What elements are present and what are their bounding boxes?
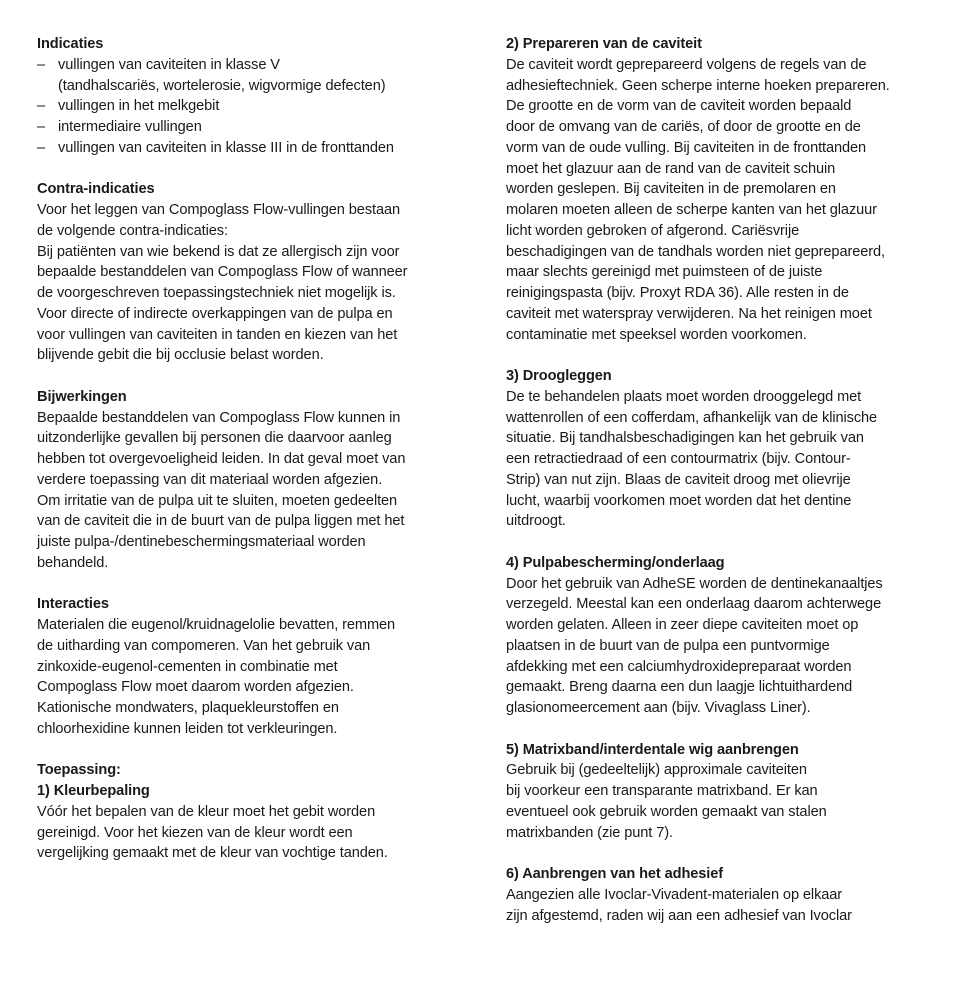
droogleggen-heading: 3) Droogleggen: [506, 368, 612, 384]
section-pulpabescherming: [506, 553, 926, 719]
list-item-text: intermediaire vullingen: [58, 119, 202, 135]
section-adhesief: [506, 864, 926, 926]
list-item: [37, 55, 457, 97]
bijwerkingen-text: Bepaalde bestanddelen van Compoglass Flow kunnen in uitzonderlijke gevallen bij personen die daarvoor aanleg hebben tot overgevoeligheid leiden. In dat geval moet van verdere toepassing van dit materiaal worden afgezien. Om irritatie van de pulpa uit te sluiten, moeten gedeelten van de caviteit die in de buurt van de pulpa liggen met het juiste pulpa-/dentinebeschermingsmateriaal worden behandeld.: [37, 409, 406, 571]
droogleggen-text: De te behandelen plaats moet worden drooggelegd met wattenrollen of een cofferdam, afhankelijk van de klinische situatie. Bij tandhalsbeschadigingen kan het gebruik van een retractiedraad of een contourmatrix (bijv. Contour- Strip) van nut zijn. Blaas de caviteit droog met olievrije lucht, waarbij voorkomen moet worden dat het dentine uitdroogt.: [506, 388, 878, 530]
list-item: [37, 138, 457, 159]
dash-bullet: –: [37, 98, 46, 115]
list-item-text: vullingen van caviteiten in klasse III in de fronttanden: [58, 139, 394, 156]
section-contra-indicaties: [37, 179, 457, 366]
dash-bullet: –: [37, 56, 46, 73]
adhesief-heading: 6) Aanbrengen van het adhesief: [506, 866, 724, 882]
left-column: [37, 34, 457, 885]
section-interacties: [37, 594, 457, 739]
dash-bullet: –: [37, 119, 46, 135]
kleurbepaling-text: Vóór het bepalen van de kleur moet het gebit worden gereinigd. Voor het kiezen van de kleur wordt een vergelijking gemaakt met de kleur van vochtige tanden.: [37, 803, 388, 862]
pulpabescherming-text: Door het gebruik van AdheSE worden de dentinekanaaltjes verzegeld. Meestal kan een onderlaag daarom achterwege worden gelaten. Alleen in zeer diepe caviteiten moet op plaatsen in de buurt van de pulpa een puntvormige afdekking met een calciumhydroxidepreparaat worden gemaakt. Breng daarna een dun laagje lichtuithardend glasionomeercement aan (bijv. Vivaglass Liner).: [506, 575, 883, 716]
section-bijwerkingen: [37, 387, 457, 574]
section-droogleggen: [506, 366, 926, 532]
contra-indicaties-heading: Contra-indicaties: [37, 181, 155, 198]
indicaties-list: [37, 55, 457, 159]
bijwerkingen-heading: Bijwerkingen: [37, 388, 127, 405]
list-item-text: vullingen van caviteiten in klasse V (tandhalscariës, wortelerosie, wigvormige defecten): [58, 56, 386, 94]
interacties-heading: Interacties: [37, 596, 109, 613]
interacties-text: Materialen die eugenol/kruidnagelolie bevatten, remmen de uitharding van compomeren. Van het gebruik van zinkoxide-eugenol-cementen in combinatie met Compoglass Flow moet daarom worden afgezien. Kationische mondwaters, plaquekleurstoffen en chloorhexidine kunnen leiden tot verkleuringen.: [37, 617, 396, 737]
list-item-text: vullingen in het melkgebit: [58, 98, 220, 115]
dash-bullet: –: [37, 139, 46, 156]
kleurbepaling-heading: 1) Kleurbepaling: [37, 783, 150, 799]
prepareren-text: De caviteit wordt geprepareerd volgens de regels van de adhesieftechniek. Geen scherpe interne hoeken prepareren. De grootte en de vorm van de caviteit worden bepaald door de omvang van de cariës, of door de grootte en de vorm van de oude vulling. Bij caviteiten in de fronttanden moet het glazuur aan de rand van de caviteit schuin worden geslepen. Bij caviteiten in de premolaren en molaren moeten alleen de scherpe kanten van het glazuur licht worden gebroken of afgerond. Cariësvrije beschadigingen van de tandhals worden niet geprepareerd, maar slechts gereinigd met puimsteen of de juiste reinigingspasta (bijv. Proxyt RDA 36). Alle resten in de caviteit met waterspray verwijderen. Na het reinigen moet contaminatie met speeksel worden voorkomen.: [506, 56, 890, 343]
section-prepareren: [506, 34, 926, 345]
indicaties-heading: Indicaties: [37, 36, 104, 52]
prepareren-heading: 2) Prepareren van de caviteit: [506, 36, 702, 52]
contra-indicaties-text: Voor het leggen van Compoglass Flow-vullingen bestaan de volgende contra-indicaties: Bij patiënten van wie bekend is dat ze allergisch zijn voor bepaalde bestanddelen van Compoglass Flow of wanneer de voorgeschreven toepassingstechniek niet mogelijk is. Voor directe of indirecte overkappingen van de pulpa en voor vullingen van caviteiten in tanden en kiezen van het blijvende gebit die bij occlusie belast worden.: [37, 202, 408, 364]
list-item: [37, 96, 457, 117]
right-column: [506, 34, 926, 947]
adhesief-text: Aangezien alle Ivoclar-Vivadent-materialen op elkaar zijn afgestemd, raden wij aan een adhesief van Ivoclar: [506, 886, 852, 924]
section-indicaties: [37, 34, 457, 159]
toepassing-heading: Toepassing:: [37, 762, 121, 779]
section-toepassing: [37, 760, 457, 864]
section-matrixband: [506, 740, 926, 844]
matrixband-heading: 5) Matrixband/interdentale wig aanbrengen: [506, 741, 799, 758]
matrixband-text: Gebruik bij (gedeeltelijk) approximale caviteiten bij voorkeur een transparante matrixband. Er kan eventueel ook gebruik worden gemaakt van stalen matrixbanden (zie punt 7).: [506, 762, 827, 841]
list-item: [37, 117, 457, 138]
pulpabescherming-heading: 4) Pulpabescherming/onderlaag: [506, 554, 725, 571]
